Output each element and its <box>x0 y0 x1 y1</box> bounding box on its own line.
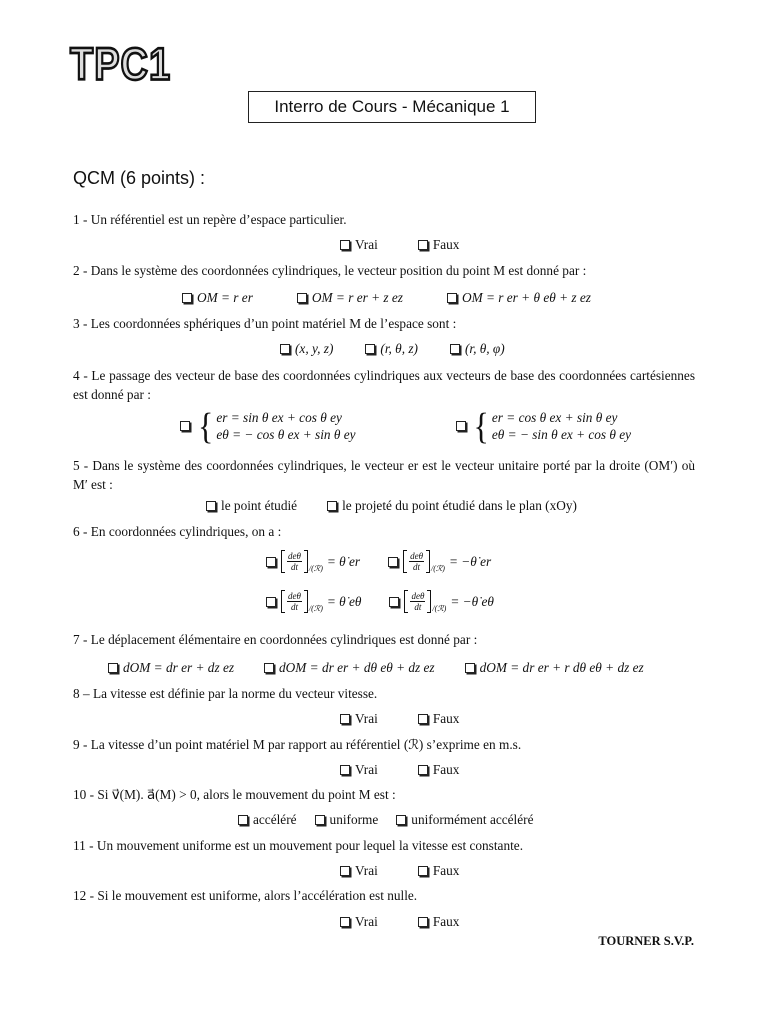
option-label: Faux <box>432 237 460 252</box>
option-label: Faux <box>432 711 460 726</box>
equation-line: er = sin θ ex + cos θ ey <box>216 410 342 425</box>
option-label: (x, y, z) <box>295 341 334 356</box>
q5-option-b[interactable] <box>327 498 577 514</box>
option-label: dOM = dr er + dθ eθ + dz ez <box>279 660 435 675</box>
question-9: 9 - La vitesse d’un point matériel M par rapport au référentiel (ℛ) s’exprime en m.s. <box>73 737 522 752</box>
frac-denominator: dt <box>413 562 421 572</box>
option-label: = −θ̇ eθ <box>450 593 494 609</box>
option-label: (r, θ, φ) <box>464 341 505 356</box>
option-label: Faux <box>432 863 460 878</box>
checkbox-icon <box>456 421 466 431</box>
option-label: le point étudié <box>221 498 298 513</box>
q2-options <box>182 290 591 306</box>
checkbox-icon <box>182 293 192 303</box>
question-3: 3 - Les coordonnées sphériques d’un point matériel M de l’espace sont : <box>73 316 457 331</box>
checkbox-icon <box>389 597 399 607</box>
question-8: 8 – La vitesse est définie par la norme du vecteur vitesse. <box>73 686 378 701</box>
checkbox-icon <box>340 240 350 250</box>
q12-faux-checkbox[interactable] <box>418 914 460 930</box>
equation-system <box>216 409 355 443</box>
q8-vrai-checkbox[interactable] <box>340 711 378 727</box>
option-label: Faux <box>432 762 460 777</box>
question-2: 2 - Dans le système des coordonnées cylindriques, le vecteur position du point M est donné par : <box>73 263 587 278</box>
q11-vrai-checkbox[interactable] <box>340 863 378 879</box>
checkbox-icon <box>465 663 475 673</box>
q7-option-b[interactable] <box>264 660 435 676</box>
q11-faux-checkbox[interactable] <box>418 863 460 879</box>
checkbox-icon <box>418 714 428 724</box>
q5-options <box>206 498 577 514</box>
checkbox-icon <box>315 815 325 825</box>
frac-numerator: deθ <box>411 591 425 601</box>
checkbox-icon <box>108 663 118 673</box>
footer-note: TOURNER S.V.P. <box>598 934 694 948</box>
tpc1-logo: TPC1 <box>70 40 172 91</box>
q4-option-a[interactable] <box>180 405 356 447</box>
frac-numerator: deθ <box>288 551 301 561</box>
bracket-fraction <box>281 550 308 573</box>
q2-option-b[interactable] <box>297 290 403 306</box>
checkbox-icon <box>365 344 375 354</box>
bracket-fraction <box>403 550 430 573</box>
q6-option-c[interactable] <box>266 590 361 613</box>
q1-vrai-checkbox[interactable] <box>340 237 378 253</box>
option-label: le projeté du point étudié dans le plan (xOy) <box>342 498 577 513</box>
q2-option-a[interactable] <box>182 290 253 306</box>
question-7: 7 - Le déplacement élémentaire en coordonnées cylindriques est donné par : <box>73 632 478 647</box>
brace: { <box>198 405 214 447</box>
checkbox-icon <box>266 557 276 567</box>
checkbox-icon <box>280 344 290 354</box>
subscript: /(ℛ) <box>431 564 445 573</box>
option-label: dOM = dr er + r dθ eθ + dz ez <box>479 660 644 675</box>
checkbox-icon <box>418 765 428 775</box>
option-label: Vrai <box>355 237 378 252</box>
q9-faux-checkbox[interactable] <box>418 762 460 778</box>
q6-option-a[interactable] <box>266 550 360 573</box>
q1-faux-checkbox[interactable] <box>418 237 460 253</box>
checkbox-icon <box>340 917 350 927</box>
checkbox-icon <box>340 714 350 724</box>
checkbox-icon <box>266 597 276 607</box>
q3-options <box>280 341 505 357</box>
q9-options <box>340 762 459 778</box>
checkbox-icon <box>180 421 190 431</box>
q10-option-b[interactable] <box>315 812 379 828</box>
option-label: = −θ̇ er <box>448 553 492 569</box>
subscript: /(ℛ) <box>432 604 447 613</box>
frac-denominator: dt <box>290 562 298 572</box>
option-label: Vrai <box>355 863 378 878</box>
q8-faux-checkbox[interactable] <box>418 711 460 727</box>
q3-option-c[interactable] <box>450 341 505 357</box>
q1-options <box>340 237 459 253</box>
q2-option-c[interactable] <box>447 290 591 306</box>
q10-option-a[interactable] <box>238 812 297 828</box>
brace: { <box>473 405 489 447</box>
question-6: 6 - En coordonnées cylindriques, on a : <box>73 524 282 539</box>
frac-numerator: deθ <box>410 551 424 561</box>
checkbox-icon <box>396 815 406 825</box>
equation-line: eθ = − cos θ ex + sin θ ey <box>216 427 356 442</box>
checkbox-icon <box>447 293 457 303</box>
q6-options-row2 <box>266 590 494 613</box>
question-4: 4 - Le passage des vecteur de base des coordonnées cylindriques aux vecteurs de base des coordonnées cartésiennes est donné par : <box>73 368 695 402</box>
checkbox-icon <box>418 917 428 927</box>
q3-option-a[interactable] <box>280 341 333 357</box>
q3-option-b[interactable] <box>365 341 418 357</box>
question-5: 5 - Dans le système des coordonnées cylindriques, le vecteur er est le vecteur unitaire porté par la droite (OM′) où M′ est : <box>73 458 695 492</box>
option-label: uniformément accéléré <box>411 812 534 827</box>
q4-options <box>180 405 632 447</box>
q12-vrai-checkbox[interactable] <box>340 914 378 930</box>
checkbox-icon <box>264 663 274 673</box>
subscript: /(ℛ) <box>308 564 323 573</box>
frac-denominator: dt <box>414 602 422 612</box>
page-title: Interro de Cours - Mécanique 1 <box>248 91 536 123</box>
option-label: OM = r er + θ eθ + z ez <box>461 290 591 305</box>
q11-options <box>340 863 459 879</box>
option-label: Faux <box>432 914 460 929</box>
q8-options <box>340 711 459 727</box>
checkbox-icon <box>297 293 307 303</box>
frac-denominator: dt <box>290 602 298 612</box>
option-label: = θ̇ eθ <box>326 593 362 609</box>
frac-numerator: deθ <box>288 591 301 601</box>
checkbox-icon <box>418 240 428 250</box>
question-1: 1 - Un référentiel est un repère d’espace particulier. <box>73 212 347 227</box>
checkbox-icon <box>450 344 460 354</box>
option-label: dOM = dr er + dz ez <box>123 660 235 675</box>
q10-option-c[interactable] <box>396 812 533 828</box>
q5-option-a[interactable] <box>206 498 297 514</box>
section-title: QCM (6 points) : <box>73 168 206 188</box>
option-label: Vrai <box>355 711 378 726</box>
option-label: OM = r er + z ez <box>311 290 403 305</box>
checkbox-icon <box>238 815 248 825</box>
option-label: accéléré <box>253 812 297 827</box>
q7-option-a[interactable] <box>108 660 234 676</box>
option-label: (r, θ, z) <box>380 341 418 356</box>
q6-options-row1 <box>266 550 491 573</box>
equation-line: er = cos θ ex + sin θ ey <box>491 410 618 425</box>
checkbox-icon <box>388 557 398 567</box>
question-12: 12 - Si le mouvement est uniforme, alors l’accélération est nulle. <box>73 888 418 903</box>
q10-options <box>238 812 533 828</box>
option-label: uniforme <box>329 812 379 827</box>
equation-line: eθ = − sin θ ex + cos θ ey <box>491 427 632 442</box>
checkbox-icon <box>418 866 428 876</box>
checkbox-icon <box>340 866 350 876</box>
q6-option-b[interactable] <box>388 550 491 573</box>
option-label: Vrai <box>355 914 378 929</box>
question-11: 11 - Un mouvement uniforme est un mouvement pour lequel la vitesse est constante. <box>73 838 524 853</box>
checkbox-icon <box>340 765 350 775</box>
subscript: /(ℛ) <box>308 604 323 613</box>
q12-options <box>340 914 459 930</box>
q4-option-b[interactable] <box>456 405 632 447</box>
option-label: = θ̇ er <box>326 553 361 569</box>
q7-options <box>108 660 644 676</box>
q7-option-c[interactable] <box>465 660 644 676</box>
equation-system <box>492 409 631 443</box>
question-10: 10 - Si v⃗(M). a⃗(M) > 0, alors le mouvement du point M est : <box>73 787 396 802</box>
bracket-fraction <box>404 590 431 613</box>
checkbox-icon <box>206 501 216 511</box>
option-label: Vrai <box>355 762 378 777</box>
checkbox-icon <box>327 501 337 511</box>
bracket-fraction <box>281 590 308 613</box>
q6-option-d[interactable] <box>389 590 493 613</box>
option-label: OM = r er <box>197 290 253 305</box>
q9-vrai-checkbox[interactable] <box>340 762 378 778</box>
